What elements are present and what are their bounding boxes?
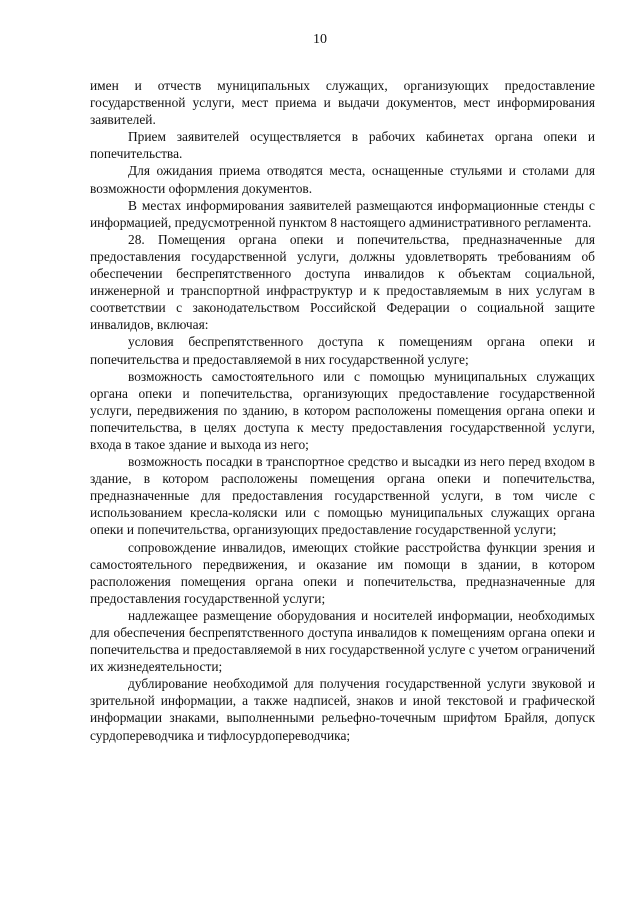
paragraph: дублирование необходимой для получения государственной услуги звуковой и зрительной информации, а также надписей, знаков и иной текстовой и графической информации знаками, выполненными рельефно-точечным шрифтом Брайля, допуск сурдопереводчика и тифлосурдопереводчика; (90, 676, 595, 743)
paragraph: возможность самостоятельного или с помощью муниципальных служащих органа опеки и попечительства, организующих предоставление государственной услуги, передвижения по зданию, в котором расположены помещения органа опеки и попечительства, в целях доступа к месту предоставления государственной услуги, входа в такое здание и выхода из него; (90, 368, 595, 452)
document-body (90, 77, 595, 744)
paragraph: Для ожидания приема отводятся места, оснащенные стульями и столами для возможности оформления документов. (90, 163, 595, 196)
paragraph: возможность посадки в транспортное средство и высадки из него перед входом в здание, в котором расположены помещения органа опеки и попечительства, предназначенные для предоставления государственной услуги, в том числе с использованием кресла-коляски или с помощью муниципальных служащих органа опеки и попечительства, организующих предоставление государственной услуги; (90, 454, 595, 538)
paragraph-clause-28: 28. Помещения органа опеки и попечительства, предназначенные для предоставления государственной услуги, должны удовлетворять требованиям об обеспечении беспрепятственного доступа инвалидов к объектам социальной, инженерной и транспортной инфраструктур и к предоставляемым в них услугам в соответствии с законодательством Российской Федерации о социальной защите инвалидов, включая: (90, 231, 595, 333)
paragraph: Прием заявителей осуществляется в рабочих кабинетах органа опеки и попечительства. (90, 129, 595, 162)
page-number: 10 (313, 32, 327, 47)
paragraph: В местах информирования заявителей размещаются информационные стенды с информацией, предусмотренной пунктом 8 настоящего административного регламента. (90, 197, 595, 230)
paragraph: сопровождение инвалидов, имеющих стойкие расстройства функции зрения и самостоятельного передвижения, и оказание им помощи в здании, в котором расположения помещения органа опеки и попечительства, предназначенные для предоставления государственной услуги; (90, 539, 595, 606)
paragraph: условия беспрепятственного доступа к помещениям органа опеки и попечительства и предоставляемой в них государственной услуге; (90, 334, 595, 367)
paragraph: имен и отчеств муниципальных служащих, организующих предоставление государственной услуги, мест приема и выдачи документов, мест информирования заявителей. (90, 78, 595, 128)
paragraph: надлежащее размещение оборудования и носителей информации, необходимых для обеспечения беспрепятственного доступа инвалидов к помещениям органа опеки и попечительства и предоставляемой в них государственной услуге с учетом ограничений их жизнедеятельности; (90, 607, 595, 675)
